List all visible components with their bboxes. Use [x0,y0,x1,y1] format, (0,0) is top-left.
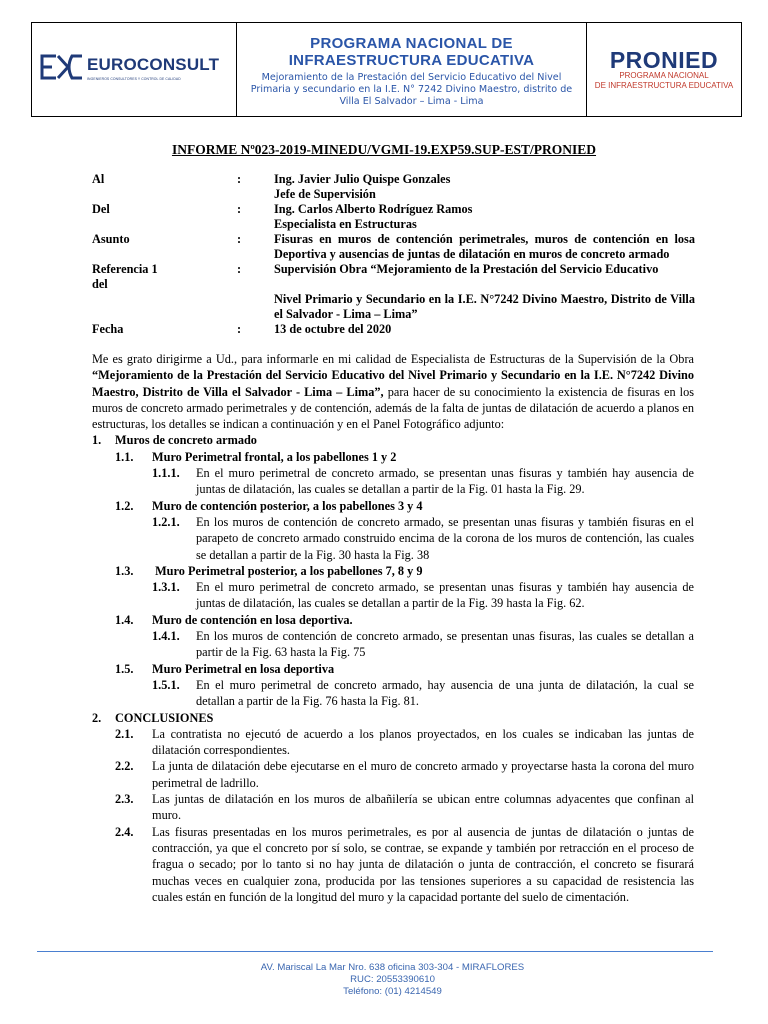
meta-row-subject [92,232,695,262]
euroconsult-name: EUROCONSULT [87,55,220,74]
meta-key: Al [92,172,105,186]
program-title-line1: PROGRAMA NACIONAL DE [310,35,513,52]
intro-text-a: Me es grato dirigirme a Ud., para informarle en mi calidad de Especialista de Estructuras de la Supervisión de la Obra [92,352,694,366]
report-title: INFORME Nº023-2019-MINEDU/VGMI-19.EXP59.SUP-EST/PRONIED [171,142,597,157]
subsection-number: 1.2. [115,498,134,513]
report-body [92,351,694,905]
section-title: CONCLUSIONES [115,710,214,725]
item-1-4-1 [152,628,694,661]
section-title: Muros de concreto armado [115,433,257,448]
program-title-cell [237,23,587,116]
item-text: En el muro perimetral de concreto armado, se presentan unas fisuras y también hay ausencia de juntas de dilatación, las cuales se detallan a partir de la Fig. 39 hasta la Fig. 62. [196,580,694,611]
conclusion-number: 2.4. [115,824,134,839]
item-number: 1.3.1. [152,580,180,595]
item-1-3-1 [152,579,694,612]
meta-row-reference [92,262,695,322]
meta-value: 13 de octubre del 2020 [274,322,392,336]
letterhead [31,22,742,117]
item-text: En el muro perimetral de concreto armado, se presentan unas fisuras y también hay ausencia de juntas de dilatación, las cuales se detallan a partir de la Fig. 01 hasta la Fig. 29. [196,466,694,497]
intro-text-c: para hacer de su conocimiento la existencia de fisuras en los muros de concreto armado perimetrales y de contención, además de la falta de juntas de dilatación de acuerdo a planos en estructuras, los detalles se indican a continuación y en el Panel Fotográfico adjunto: [92,384,695,432]
conclusion-text: Las fisuras presentadas en los muros perimetrales, es por al ausencia de juntas de dilatación o juntas de contracción, ya que el concreto por sí solo, se contrae, se expande y también por retracción en el proceso de fragua o secado; por lo tanto si no hay junta de dilatación o junta de contracción, el concreto se fisurará muchas veces en cualquier zona, producida por las tensiones superiores a su capacidad de resistencia las cuales están en función de la longitud del muro y la capacidad portante del suelo de cimentación. [152,824,694,904]
subsection-title: Muro Perimetral en losa deportiva [152,661,335,676]
footer-divider [37,951,713,952]
section-number: 2. [92,710,102,725]
footer-address: AV. Mariscal La Mar Nro. 638 oficina 303-304 - MIRAFLORES [260,962,525,973]
subsection-number: 1.5. [115,661,134,676]
conclusion-number: 2.2. [115,759,134,774]
meta-value: Supervisión Obra “Mejoramiento de la Prestación del Servicio Educativo [274,262,659,276]
meta-colon: : [237,232,242,246]
subsection-1-5 [115,661,694,677]
footer [0,962,768,998]
meta-value-2: Jefe de Supervisión [274,187,376,201]
intro-paragraph [92,351,694,432]
conclusion-number: 2.3. [115,792,134,807]
project-description: Mejoramiento de la Prestación del Servicio Educativo del Nivel Primaria y secundario en la I.E. N° 7242 Divino Maestro, distrito de Villa El Salvador – Lima - Lima [250,72,573,107]
conclusion-2-4 [115,824,694,905]
conclusion-2-1 [115,726,694,759]
item-1-2-1 [152,514,694,563]
item-1-1-1 [152,465,694,498]
section-2-heading [92,710,694,726]
pronied-logo-cell [587,23,741,116]
item-text: En los muros de contención de concreto armado, se presentan unas fisuras y también fisuras en el parapeto de concreto armado construido encima de la corona de los muros de contención, las cuales se detallan a partir de la Fig. 30 hasta la Fig. 38 [196,514,694,562]
subsection-title: Muro de contención posterior, a los pabellones 3 y 4 [152,498,423,513]
section-1-heading [92,432,694,448]
meta-row-from [92,202,695,232]
conclusion-text: Las juntas de dilatación en los muros de albañilería se ubican entre columnas adyacentes que confinan al muro. [152,792,694,823]
subsection-title: Muro Perimetral posterior, a los pabellones 7, 8 y 9 [152,563,423,578]
conclusion-2-2 [115,758,694,791]
meta-value: Ing. Javier Julio Quispe Gonzales [274,172,451,186]
subsection-number: 1.3. [115,563,134,578]
intro-text-project: “Mejoramiento de la Prestación del Servicio Educativo del Nivel Primario y Secundario en la I.E. N°7242 Divino Maestro, Distrito de Villa el Salvador - Lima – Lima”, [92,368,694,399]
conclusion-number: 2.1. [115,726,134,741]
subsection-title: Muro de contención en losa deportiva. [152,612,353,627]
pronied-subtitle-2: DE INFRAESTRUCTURA EDUCATIVA [594,81,734,90]
item-number: 1.2.1. [152,514,180,529]
subsection-1-3 [115,563,694,579]
meta-key: Del [92,202,110,216]
meta-row-date [92,322,695,337]
subsection-number: 1.1. [115,449,134,464]
meta-value-2: Especialista en Estructuras [274,217,417,231]
euroconsult-logo-cell [32,23,237,116]
meta-value: Ing. Carlos Alberto Rodríguez Ramos [274,202,473,216]
meta-colon: : [237,202,242,216]
item-number: 1.5.1. [152,677,180,692]
subsection-number: 1.4. [115,612,134,627]
meta-key: Asunto [92,232,130,246]
section-number: 1. [92,433,102,448]
item-text: En el muro perimetral de concreto armado, hay ausencia de una junta de dilatación, la cual se detallan a partir de la Fig. 76 hasta la Fig. 81. [196,677,694,709]
meta-key: Referencia 1 del [92,262,158,291]
subsection-title: Muro Perimetral frontal, a los pabellones 1 y 2 [152,449,397,464]
meta-value-2: Nivel Primario y Secundario en la I.E. N°7242 Divino Maestro, Distrito de Villa el Salvador - Lima – Lima” [274,292,695,321]
meta-row-to [92,172,695,202]
pronied-subtitle-1: PROGRAMA NACIONAL [619,71,709,80]
meta-colon: : [237,262,242,276]
meta-value: Fisuras en muros de contención perimetrales, muros de contención en losa Deportiva y ausencias de juntas de dilatación en muros de concreto armado [274,232,695,261]
euroconsult-tagline: INGENIEROS CONSULTORES Y CONTROL DE CALIDAD [87,77,181,81]
item-number: 1.1.1. [152,466,180,481]
pronied-name: PRONIED [609,47,719,73]
conclusion-text: La contratista no ejecutó de acuerdo a los planos proyectados, en los cuales se indicaban las juntas de dilatación correspondientes. [152,726,694,758]
item-1-5-1 [152,677,694,710]
conclusion-text: La junta de dilatación debe ejecutarse en el muro de concreto armado y proyectarse hasta la corona del muro perimetral de ladrillo. [152,759,694,790]
subsection-1-2 [115,498,694,514]
meta-key: Fecha [92,322,124,336]
report-metadata [92,172,695,337]
meta-colon: : [237,172,242,186]
meta-colon: : [237,322,242,336]
euroconsult-logo-icon [38,53,86,81]
conclusion-2-3 [115,791,694,824]
subsection-1-1 [115,449,694,465]
item-number: 1.4.1. [152,629,180,644]
footer-phone: Teléfono: (01) 4214549 [343,986,442,997]
program-title-line2: INFRAESTRUCTURA EDUCATIVA [288,52,535,69]
footer-ruc: RUC: 20553390610 [350,974,435,985]
item-text: En los muros de contención de concreto armado, se presentan unas fisuras, las cuales se detallan a partir de la Fig. 63 hasta la Fig. 75 [196,629,694,660]
subsection-1-4 [115,612,694,628]
